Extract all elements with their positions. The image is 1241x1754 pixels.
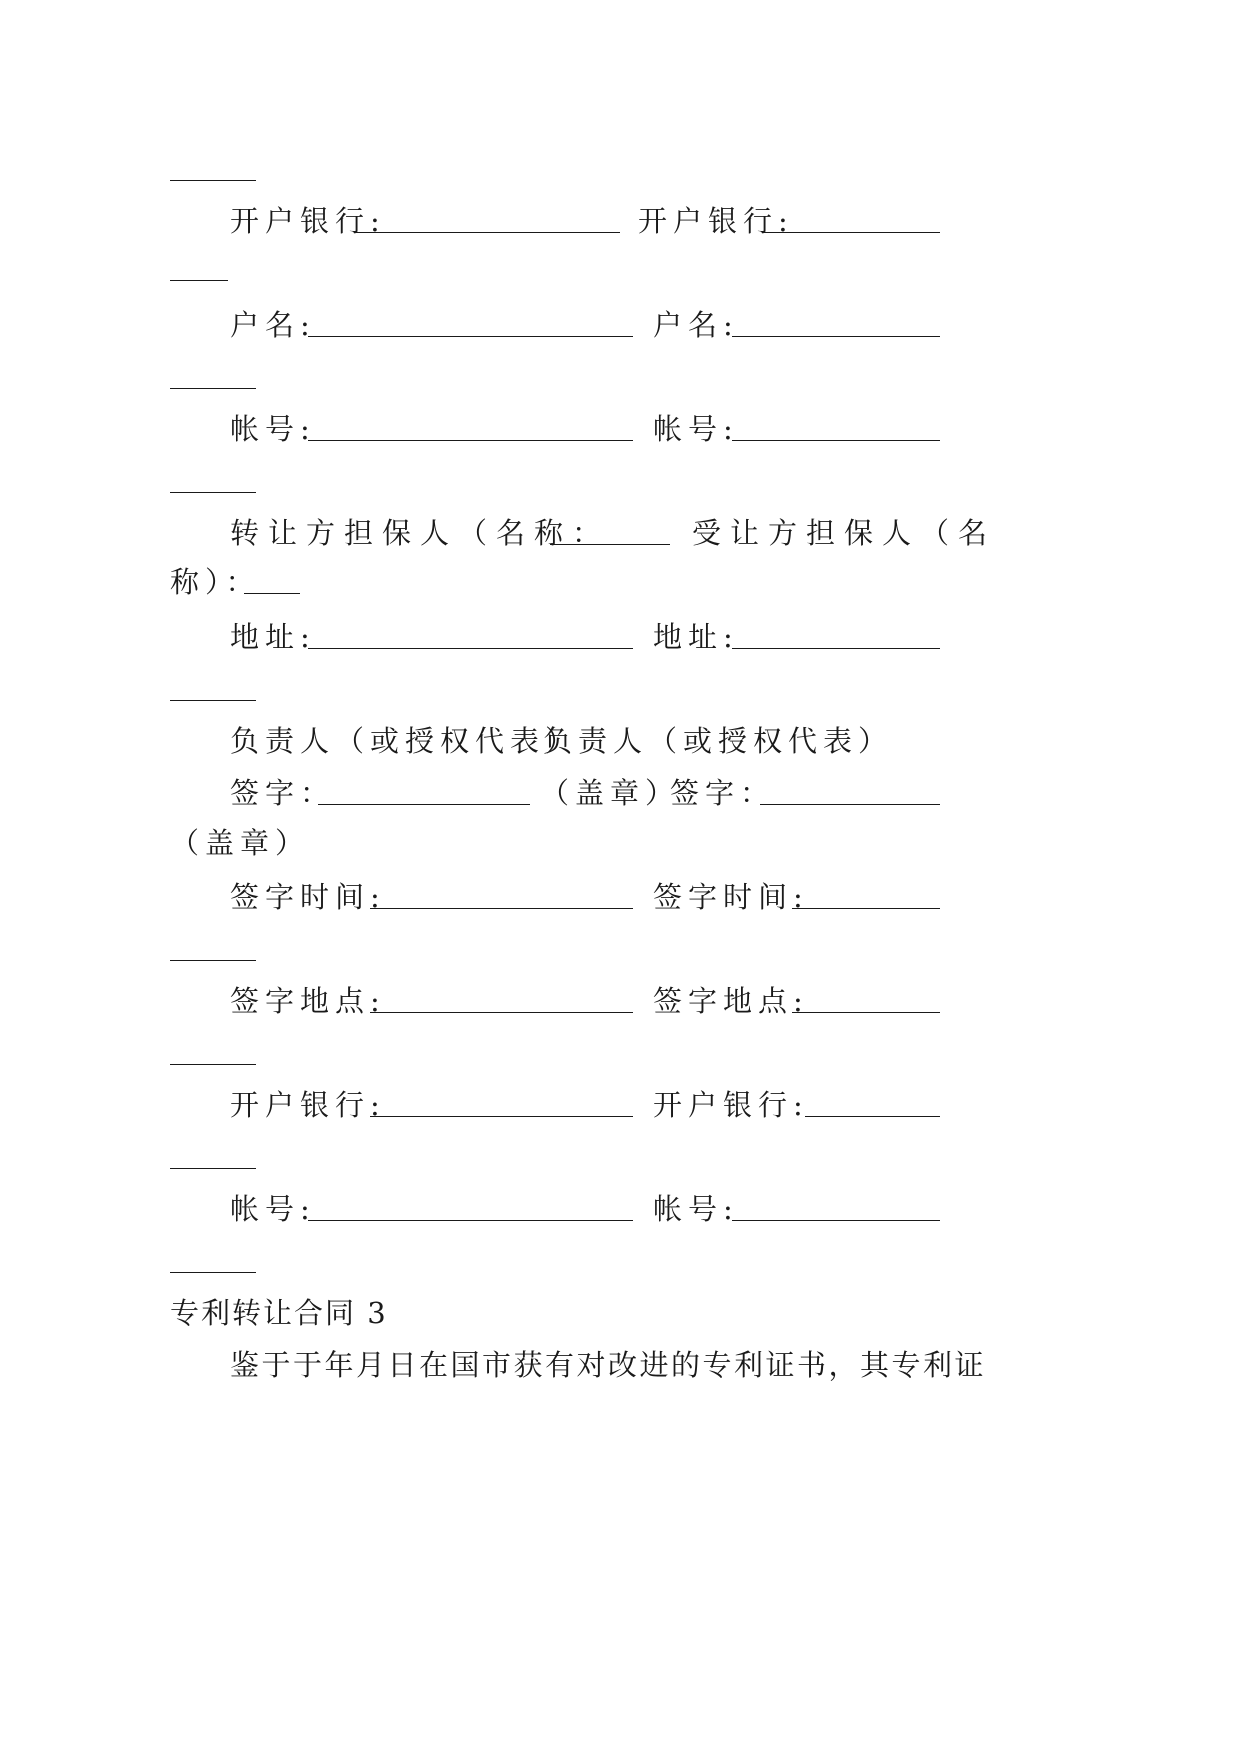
continuation-line <box>0 1244 1241 1294</box>
transferee-bank-label-2: 开户银行: <box>653 1088 809 1122</box>
blank-underline <box>170 960 256 961</box>
continuation-line <box>0 932 1241 982</box>
transferor-bank-label: 开户银行: <box>230 204 386 238</box>
transferor-account-number-blank <box>308 440 633 441</box>
transferor-signing-place-blank <box>370 1012 633 1013</box>
transferor-bank-label-2: 开户银行: <box>230 1088 386 1122</box>
transferor-signing-time-label: 签字时间: <box>230 880 386 914</box>
transferor-bank-blank-2 <box>370 1116 633 1117</box>
transferee-bank-blank <box>762 232 940 233</box>
bank-row-2 <box>0 1080 1241 1130</box>
continuation-line <box>0 152 1241 202</box>
transferee-guarantor-label-cont: 称）： <box>170 565 261 599</box>
transferee-signing-time-blank <box>792 908 940 909</box>
transferor-signature-blank <box>318 804 530 805</box>
transferee-bank-label: 开户银行: <box>638 204 794 238</box>
transferor-signing-place-label: 签字地点: <box>230 984 386 1018</box>
bank-row <box>0 196 1241 246</box>
transferor-bank-blank <box>355 232 620 233</box>
signature-row <box>0 768 1241 818</box>
transferor-seal-label: （盖章） <box>540 776 681 810</box>
transferee-account-name-label: 户名: <box>653 308 739 342</box>
blank-underline <box>170 1168 256 1169</box>
body-paragraph: 鉴于于年月日在国市获有对改进的专利证书，其专利证 <box>230 1348 987 1382</box>
blank-underline <box>170 388 256 389</box>
representative-row <box>0 716 1241 766</box>
transferee-address-blank <box>732 648 940 649</box>
transferee-address-label: 地址: <box>653 620 739 654</box>
account-number-row-2 <box>0 1184 1241 1234</box>
continuation-line <box>0 256 1241 306</box>
transferee-account-number-blank <box>732 440 940 441</box>
address-row <box>0 612 1241 662</box>
signing-place-row <box>0 976 1241 1026</box>
transferee-signing-place-label: 签字地点: <box>653 984 809 1018</box>
blank-underline <box>170 492 256 493</box>
transferor-account-name-blank <box>308 336 633 337</box>
body-paragraph-row <box>0 1340 1241 1390</box>
transferor-account-name-label: 户名: <box>230 308 316 342</box>
transferee-account-number-label-2: 帐号: <box>653 1192 739 1226</box>
transferor-guarantor-blank <box>550 544 670 545</box>
guarantor-row-continuation <box>0 557 1241 607</box>
blank-underline <box>170 1272 256 1273</box>
transferee-signing-place-blank <box>792 1012 940 1013</box>
transferee-bank-blank-2 <box>805 1116 940 1117</box>
section-heading-row <box>0 1288 1241 1338</box>
transferor-address-blank <box>308 648 633 649</box>
transferor-account-number-label-2: 帐号: <box>230 1192 316 1226</box>
continuation-line <box>0 672 1241 722</box>
blank-underline <box>170 180 256 181</box>
transferor-signature-label: 签字： <box>230 776 336 810</box>
guarantor-row <box>0 508 1241 558</box>
transferee-signature-blank <box>760 804 940 805</box>
continuation-line <box>0 360 1241 410</box>
transferor-account-number-label: 帐号: <box>230 412 316 446</box>
transferee-signing-time-label: 签字时间: <box>653 880 809 914</box>
seal-row <box>0 818 1241 868</box>
account-number-row <box>0 404 1241 454</box>
transferee-account-name-blank <box>732 336 940 337</box>
transferee-account-number-blank-2 <box>732 1220 940 1221</box>
transferee-signature-label: 签字： <box>670 776 776 810</box>
transferee-representative-label: 负责人（或授权代表） <box>543 724 894 758</box>
transferor-representative-label: 负责人（或授权代表） <box>230 724 581 758</box>
section-heading: 专利转让合同 3 <box>170 1296 388 1330</box>
signing-time-row <box>0 872 1241 922</box>
transferee-seal-label: （盖章） <box>170 826 311 860</box>
transferee-guarantor-blank <box>244 593 300 594</box>
blank-underline <box>170 1064 256 1065</box>
transferor-signing-time-blank <box>370 908 633 909</box>
blank-underline <box>170 280 228 281</box>
blank-underline <box>170 700 256 701</box>
continuation-line <box>0 1140 1241 1190</box>
continuation-line <box>0 464 1241 514</box>
transferee-account-number-label: 帐号: <box>653 412 739 446</box>
account-name-row <box>0 300 1241 350</box>
transferee-guarantor-label: 受让方担保人（名 <box>692 516 997 550</box>
transferor-account-number-blank-2 <box>308 1220 633 1221</box>
continuation-line <box>0 1036 1241 1086</box>
transferor-guarantor-label: 转让方担保人（名称： <box>230 516 611 550</box>
transferor-address-label: 地址: <box>230 620 316 654</box>
